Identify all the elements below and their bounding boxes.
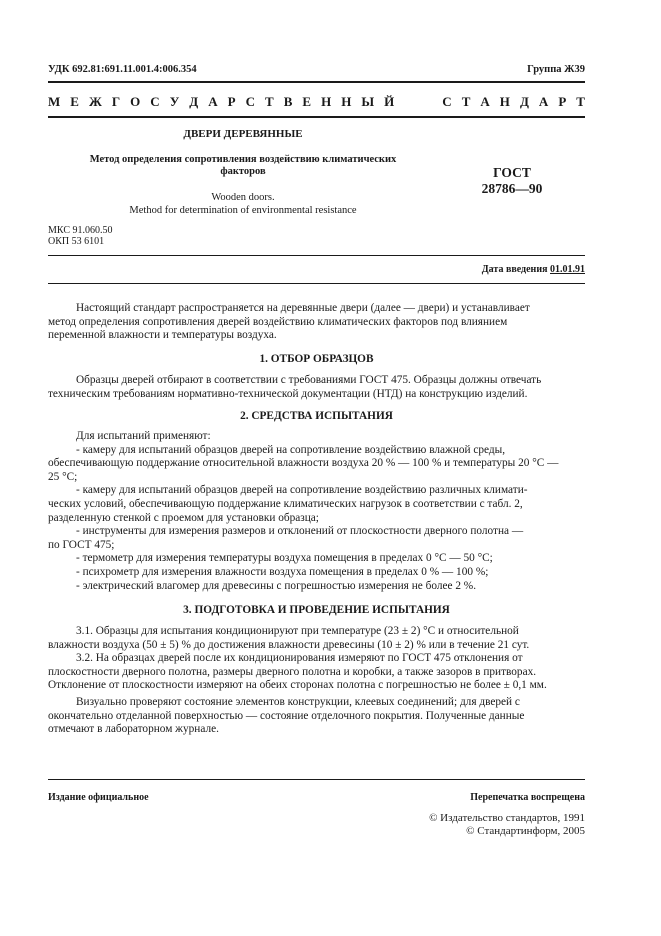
heading-rule — [48, 116, 585, 118]
top-rule — [48, 81, 585, 83]
intro-paragraph: Настоящий стандарт распространяется на деревянные двери (далее — двери) и устанавливает метод определения сопротивления дверей воздействию климатических факторов под влиянием переменной влажности и температуры воздуха. — [48, 302, 530, 342]
classification-codes — [48, 225, 112, 247]
title-block — [48, 128, 438, 217]
subtitle-ru: Метод определения сопротивления воздействию климатических факторов — [89, 154, 397, 177]
section-3-text: 3.1. Образцы для испытания кондиционируют при температуре (23 ± 2) °C и относительной влажности воздуха (50 ± 5) % до достижения влажности древесины (10 ± 2) % или в течение 21 сут. 3.2. На образцах дверей после их кондиционирования измеряют по ГОСТ 475 отклонения от плоскостности дверного полотна, размеры дверного полотна и коробки, а также зазоров в притворах. Отклонение от плоскостности измеряют на обеих сторонах полотна с погрешностью не более ± 0,1 мм. Визуально проверяют состояние элементов конструкции, клеевых соединений; для дверей с окончательно отделанной поверхностью — состояние отделочного покрытия. Полученные данные отмечают в лабораторном журнале. — [48, 625, 547, 736]
title-en: Wooden doors. Method for determination of environmental resistance — [129, 192, 357, 216]
copyright-2005: © Стандартинформ, 2005 — [466, 825, 585, 837]
date-rule — [48, 283, 585, 284]
section-1-text: Образцы дверей отбирают в соответствии с требованиями ГОСТ 475. Образцы должны отвечать техническим требованиям нормативно-технической документации (НТД) на конструкцию изделий. — [48, 374, 542, 400]
section-1-heading: 1. ОТБОР ОБРАЗЦОВ — [259, 353, 374, 365]
section-2-text: Для испытаний применяют: - камеру для испытаний образцов дверей на сопротивление воздействию влажной среды, обеспечивающую поддержание относительной влажности воздуха 20 % — 100 % и температуры 20 °C — 25 °C; - камеру для испытаний образцов дверей на сопротивление воздействию различных климати- ческих условий, обеспечивающую поддержание климатических нагрузок в соответствии с табл. 2, разделенную стенкой с проемом для установки образца; - инструменты для измерения размеров и отклонений от плоскостности дверного полотна — по ГОСТ 475; - термометр для измерения температуры воздуха помещения в пределах 0 °C — 50 °C; - психрометр для измерения влажности воздуха помещения в пределах 0 % — 100 %; - электрический влагомер для древесины с погрешностью измерения не более 2 %. — [48, 430, 559, 592]
interstate-standard-heading: М Е Ж Г О С У Д А Р С Т В Е Н Н Ы Й С Т А Н Д А Р Т — [48, 94, 585, 109]
okp-code: ОКП 53 6101 — [48, 236, 105, 247]
section-2-heading: 2. СРЕДСТВА ИСПЫТАНИЯ — [240, 410, 393, 422]
group-code: Группа Ж39 — [527, 64, 585, 75]
copyright-1991: © Издательство стандартов, 1991 — [429, 812, 585, 824]
section-3-heading: 3. ПОДГОТОВКА И ПРОВЕДЕНИЕ ИСПЫТАНИЯ — [183, 604, 450, 616]
udk-code: УДК 692.81:691.11.001.4:006.354 — [48, 64, 197, 75]
gost-number: ГОСТ 28786—90 — [481, 165, 543, 196]
footer-rule — [48, 779, 585, 780]
reprint-prohibited-label: Перепечатка воспрещена — [470, 792, 585, 803]
title-ru: ДВЕРИ ДЕРЕВЯННЫЕ — [183, 128, 303, 140]
codes-rule — [48, 255, 585, 256]
effective-date: Дата введения 01.01.91 — [481, 264, 585, 275]
copyright-block — [429, 812, 585, 838]
mks-code: МКС 91.060.50 — [48, 225, 113, 236]
official-edition-label: Издание официальное — [48, 792, 149, 803]
